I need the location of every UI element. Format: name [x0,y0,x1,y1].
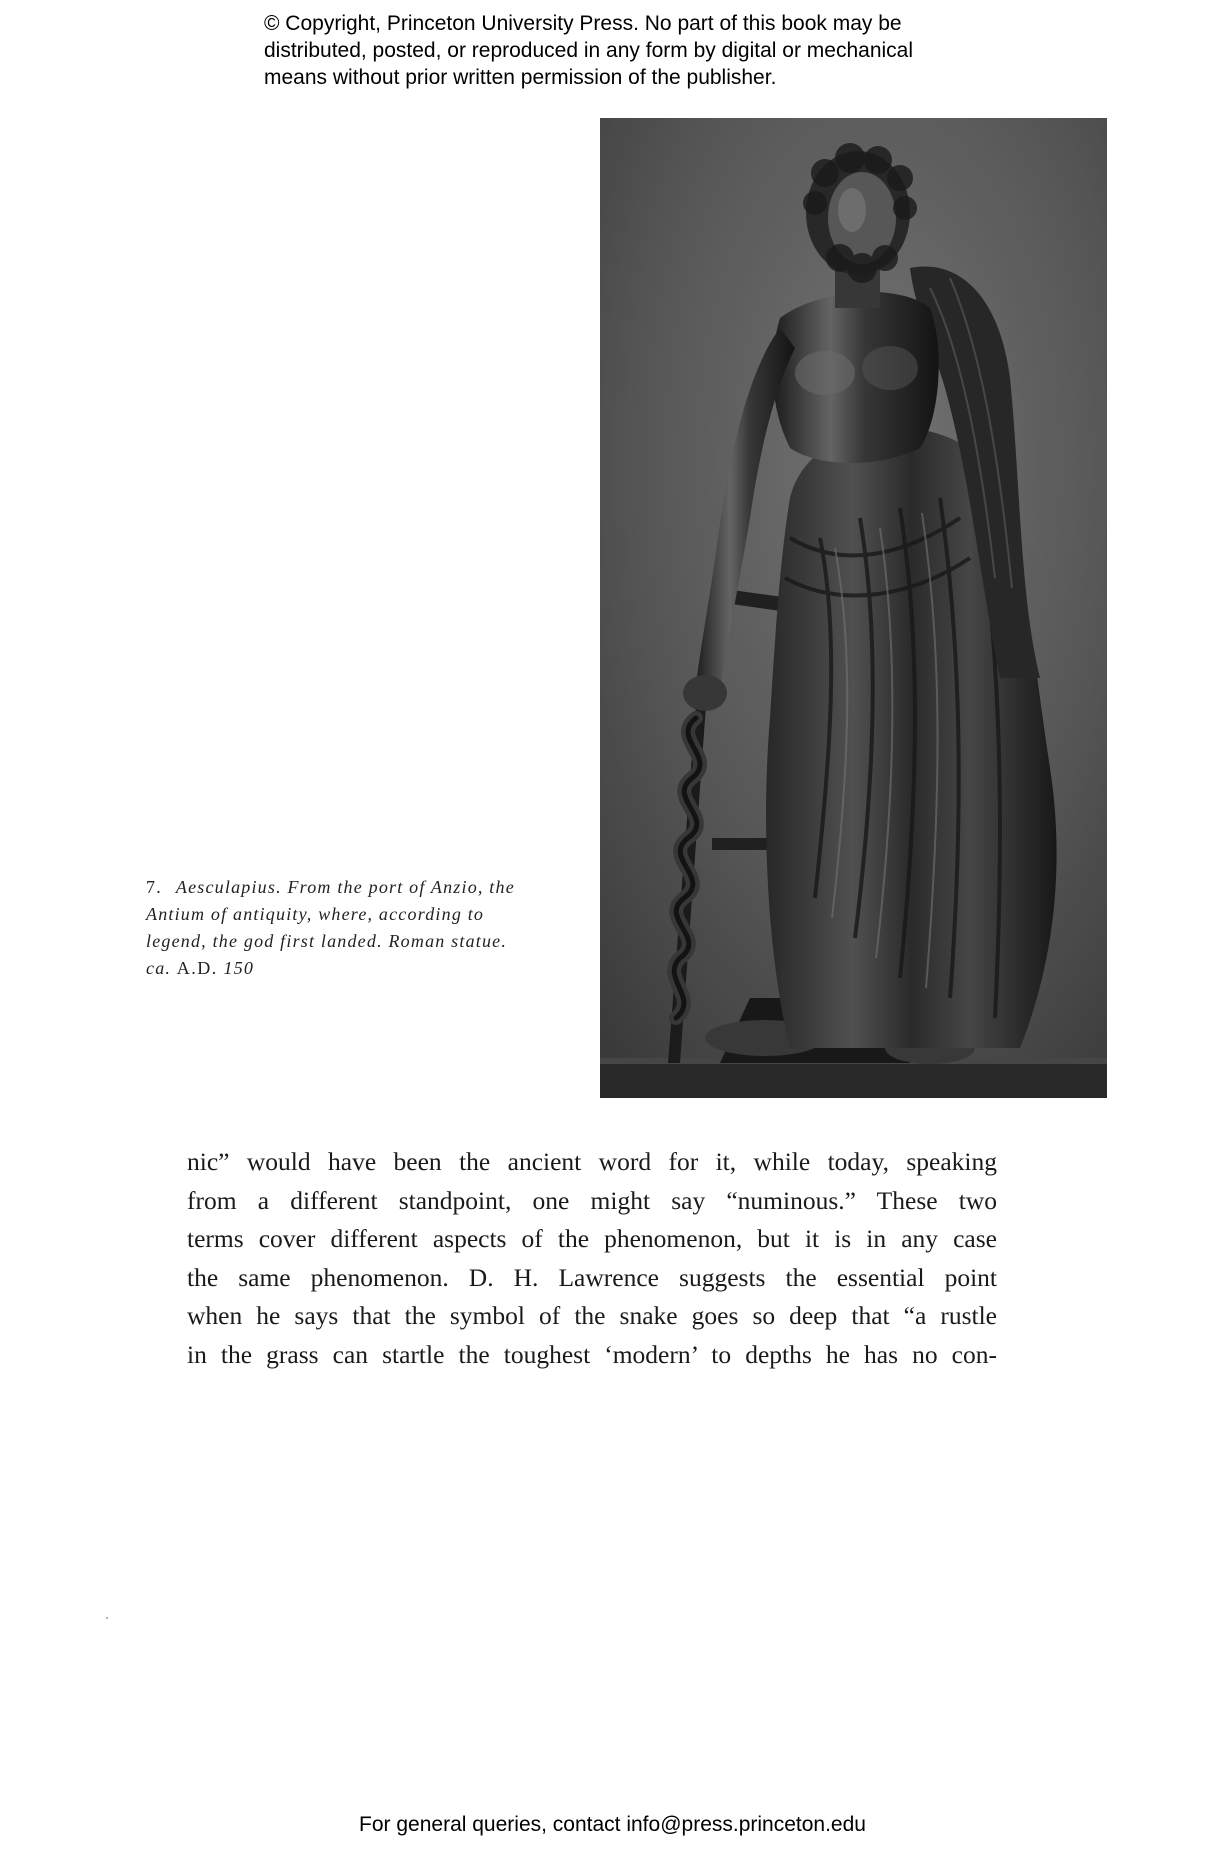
date-prefix: ca. [146,958,172,978]
caption-line [146,874,586,901]
copyright-line: means without prior written permission of the publisher. [264,66,777,89]
figure-number: 7. [146,877,162,897]
body-line: terms cover different aspects of the phenomenon, but it is in any case [187,1224,997,1253]
scan-speck [106,1617,108,1619]
caption-line: Antium of antiquity, where, according to [146,904,485,924]
date-era: A.D. [176,958,218,978]
date-year: 150 [223,958,255,978]
footer-contact: For general queries, contact info@press.princeton.edu [359,1813,866,1836]
body-line: the same phenomenon. D. H. Lawrence suggests the essential point [187,1262,997,1292]
body-line: from a different standpoint, one might say “numinous.” These two [187,1185,997,1215]
caption-text: Aesculapius. From the port of Anzio, the [175,877,515,897]
body-line: when he says that the symbol of the snake goes so deep that “a rustle [187,1301,997,1330]
statue-photograph [600,118,1107,1098]
body-line: nic” would have been the ancient word for it, while today, speaking [187,1147,997,1176]
caption-date [146,955,586,982]
copyright-line: © Copyright, Princeton University Press. No part of this book may be [264,12,902,35]
figure-caption [146,874,586,982]
caption-line: legend, the god first landed. Roman statue. [146,931,508,951]
copyright-line: distributed, posted, or reproduced in any form by digital or mechanical [264,39,914,62]
copyright-notice [264,10,964,91]
body-paragraph [187,1143,997,1374]
body-line: in the grass can startle the toughest ‘modern’ to depths he has no con- [187,1339,997,1369]
